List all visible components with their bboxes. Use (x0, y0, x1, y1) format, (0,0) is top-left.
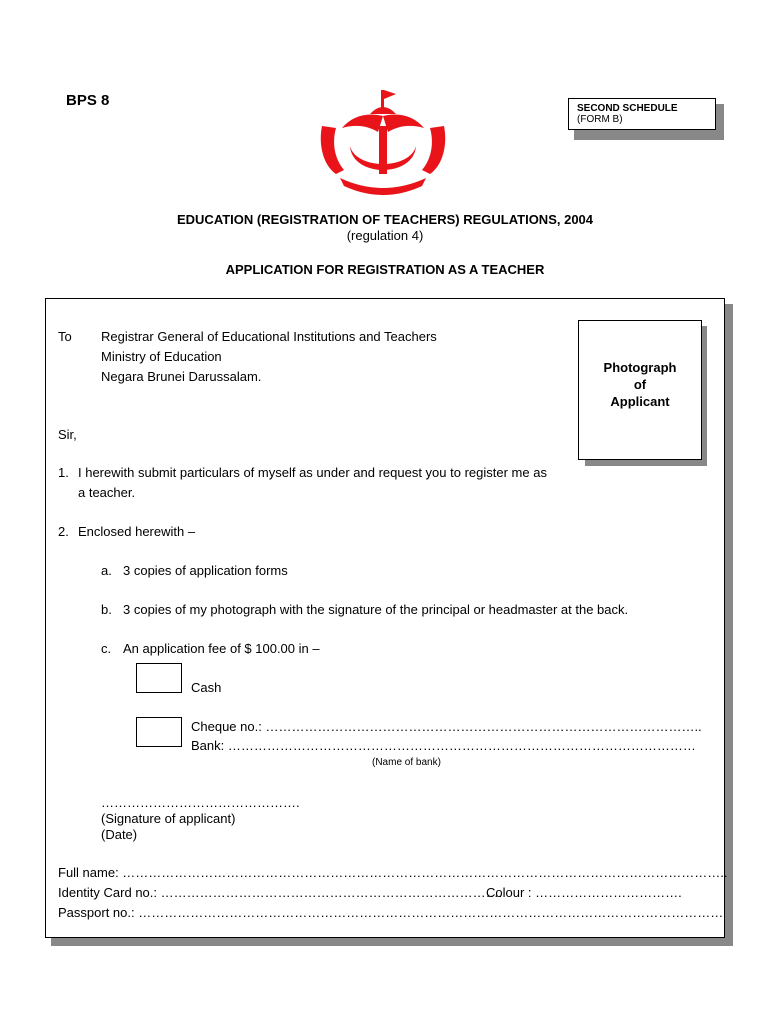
cheque-checkbox[interactable] (136, 717, 182, 747)
cheque-number-field[interactable]: Cheque no.: ……………………………………………………………………………………….. (191, 719, 702, 734)
regulations-heading: EDUCATION (REGISTRATION OF TEACHERS) REGULATIONS, 2004 (176, 212, 594, 227)
identity-card-field[interactable]: Identity Card no.: ……………………………………………………………………. (58, 885, 503, 900)
salutation: Sir, (58, 427, 77, 442)
bank-name-hint: (Name of bank) (372, 757, 441, 768)
item-2-number: 2. (58, 524, 69, 539)
addressee-line-2: Ministry of Education (101, 349, 222, 364)
photo-box (578, 320, 702, 460)
item-1-line-1: I herewith submit particulars of myself as under and request you to register me as (78, 465, 547, 480)
photo-line-1: Photograph (603, 360, 677, 375)
photo-caption (579, 359, 701, 410)
form-title: APPLICATION FOR REGISTRATION AS A TEACHER (225, 262, 545, 277)
bank-name-field[interactable]: Bank: ……………………………………………………………………………………………… (191, 738, 696, 753)
photo-line-3: Applicant (610, 394, 670, 409)
item-2a-letter: a. (101, 563, 112, 578)
item-1-number: 1. (58, 465, 69, 480)
passport-field[interactable]: Passport no.: ……………………………………………………………………………………………………………………… (58, 905, 724, 920)
regulation-reference: (regulation 4) (346, 228, 424, 243)
item-2a-text: 3 copies of application forms (123, 563, 288, 578)
photo-line-2: of (633, 377, 647, 392)
item-2c-letter: c. (101, 641, 112, 656)
addressee-line-1: Registrar General of Educational Institutions and Teachers (101, 329, 437, 344)
signature-line[interactable]: ………………………………………. (101, 795, 300, 810)
cash-checkbox[interactable] (136, 663, 182, 693)
item-2b-letter: b. (101, 602, 112, 617)
full-name-field[interactable]: Full name: ………………………………………………………………………………………………………………………….. (58, 865, 728, 880)
to-label: To (58, 329, 72, 344)
colour-field[interactable]: Colour : ……………………………. (486, 885, 682, 900)
signature-label: (Signature of applicant) (101, 811, 236, 826)
schedule-title: SECOND SCHEDULE (577, 103, 678, 114)
item-2-text: Enclosed herewith – (78, 524, 196, 539)
schedule-form: (FORM B) (577, 114, 623, 125)
cash-label: Cash (191, 680, 222, 695)
brunei-crest-icon (312, 86, 454, 202)
schedule-box (568, 98, 716, 130)
addressee-line-3: Negara Brunei Darussalam. (101, 369, 262, 384)
item-2b-text: 3 copies of my photograph with the signature of the principal or headmaster at the back. (123, 602, 629, 617)
date-label: (Date) (101, 827, 138, 842)
item-1-line-2: a teacher. (78, 485, 136, 500)
form-code: BPS 8 (66, 92, 110, 109)
item-2c-text: An application fee of $ 100.00 in – (123, 641, 320, 656)
